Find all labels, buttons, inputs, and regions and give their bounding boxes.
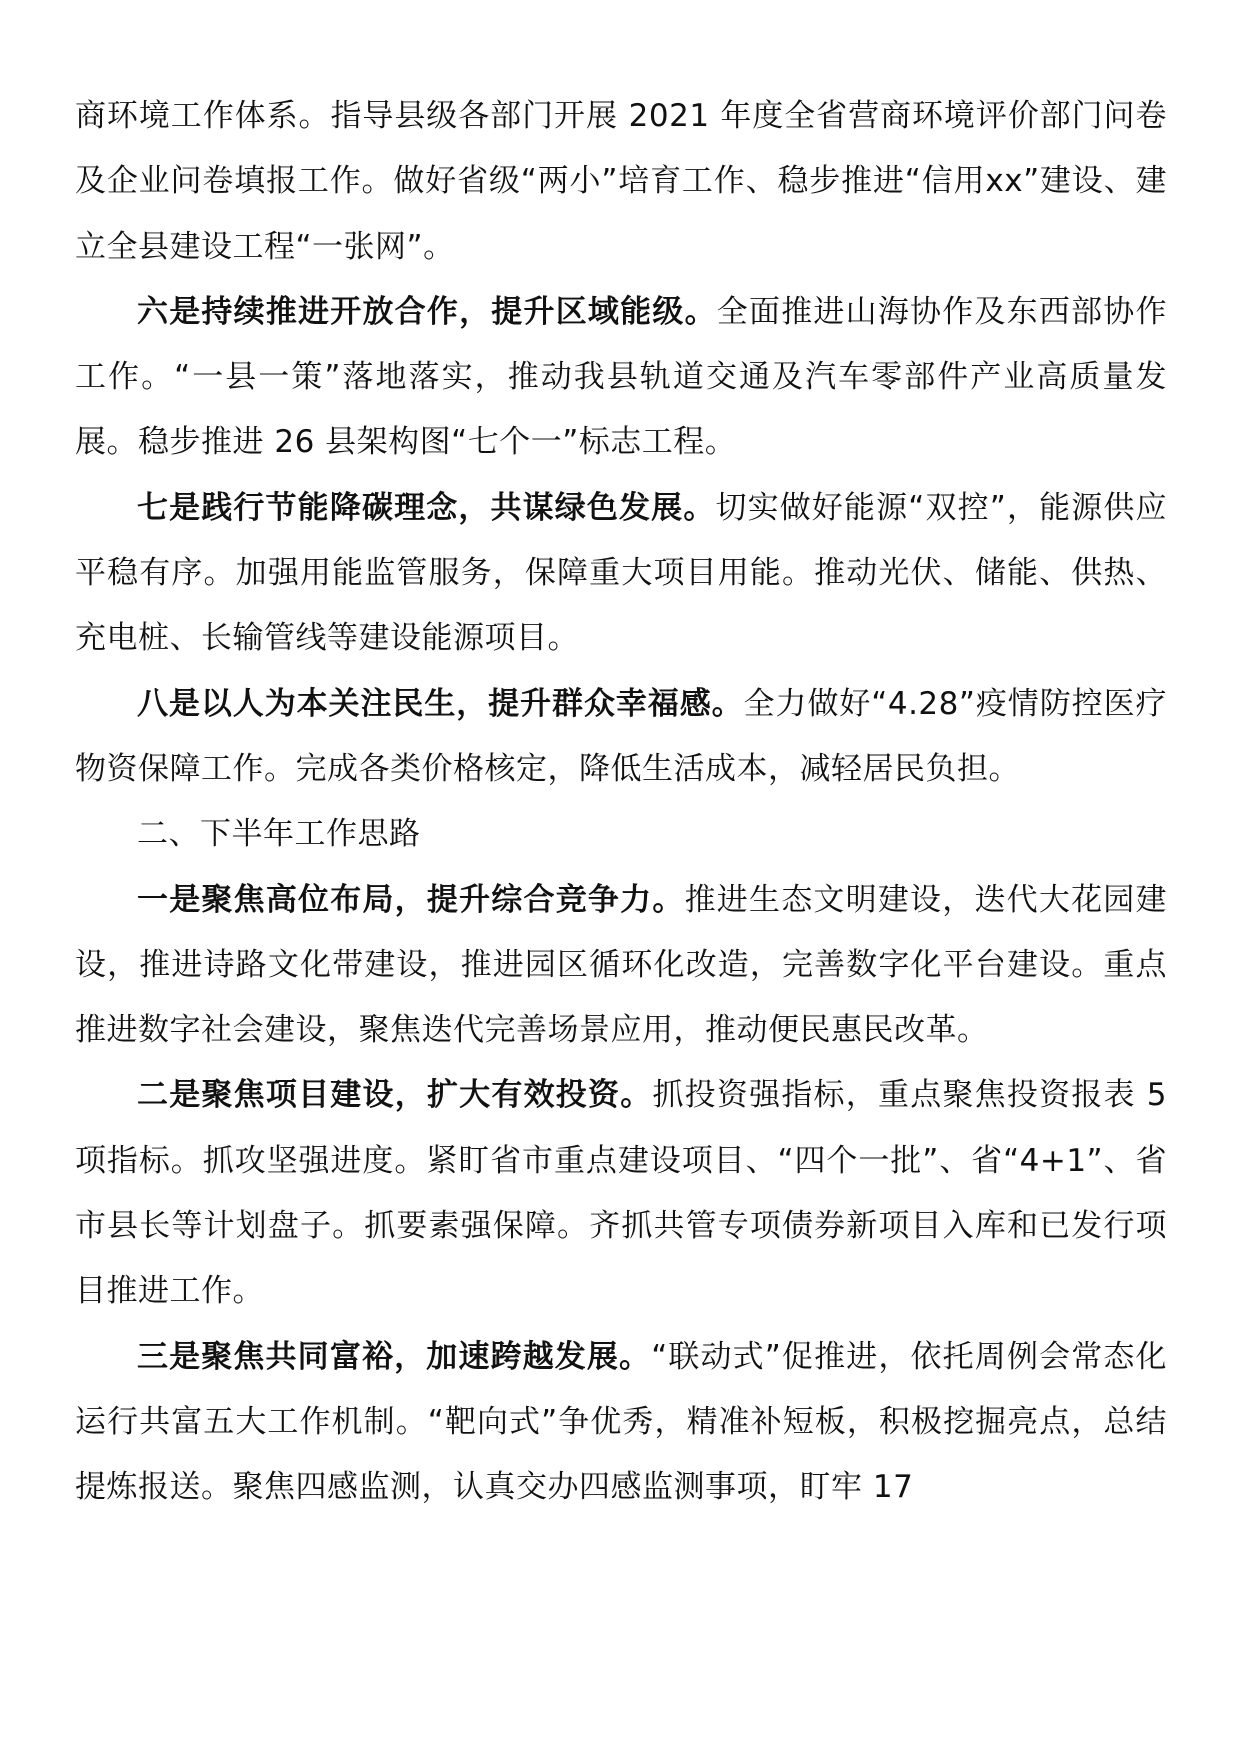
paragraph-body: “联动式”促推进，依托周例会常态化运行共富五大工作机制。“靶向式”争优秀，精准补短板，积极挖掘亮点，总结提炼报送。聚焦四感监测，认真交办四感监测事项，盯牢 17 [75,1338,1167,1506]
paragraph-item-eight [75,672,1167,803]
paragraph-body: 切实做好能源“双控”，能源供应平稳有序。加强用能监管服务，保障重大项目用能。推动光伏、储能、供热、充电桩、长输管线等建设能源项目。 [75,489,1168,657]
paragraph-item-three [75,1325,1167,1521]
section-heading: 二、下半年工作思路 [137,816,421,853]
paragraph-lead: 八是以人为本关注民生，提升群众幸福感。 [137,685,744,722]
paragraph-body: 抓投资强指标，重点聚焦投资报表 5 项指标。抓攻坚强进度。紧盯省市重点建设项目、“四个一批”、省“4+1”、省市县长等计划盘子。抓要素强保障。齐抓共管专项债券新项目入库和已发行项目推进工作。 [75,1077,1168,1310]
paragraph-body: 推进生态文明建设，迭代大花园建设，推进诗路文化带建设，推进园区循环化改造，完善数字化平台建设。重点推进数字社会建设，聚焦迭代完善场景应用，推动便民惠民改革。 [75,881,1168,1049]
paragraph-lead: 三是聚焦共同富裕，加速跨越发展。 [137,1338,652,1375]
paragraph-item-seven [75,476,1167,672]
paragraph-lead: 一是聚焦高位布局，提升综合竞争力。 [137,881,685,918]
paragraph-body: 商环境工作体系。指导县级各部门开展 2021 年度全省营商环境评价部门问卷及企业问卷填报工作。做好省级“两小”培育工作、稳步推进“信用xx”建设、建立全县建设工程“一张网”。 [75,98,1167,265]
paragraph-lead: 七是践行节能降碳理念，共谋绿色发展。 [137,489,716,526]
paragraph-lead: 六是持续推进开放合作，提升区域能级。 [137,293,717,330]
paragraph-item-six [75,280,1167,476]
document-page [75,84,1167,1521]
paragraph-body: 全力做好“4.28”疫情防控医疗物资保障工作。完成各类价格核定，降低生活成本，减轻居民负担。 [75,685,1167,787]
paragraph-item-two [75,1063,1167,1324]
paragraph-business-environment [75,84,1167,280]
paragraph-body: 全面推进山海协作及东西部协作工作。“一县一策”落地落实，推动我县轨道交通及汽车零部件产业高质量发展。稳步推进 26 县架构图“七个一”标志工程。 [75,293,1168,461]
paragraph-item-one [75,868,1167,1064]
paragraph-lead: 二是聚焦项目建设，扩大有效投资。 [137,1077,653,1114]
